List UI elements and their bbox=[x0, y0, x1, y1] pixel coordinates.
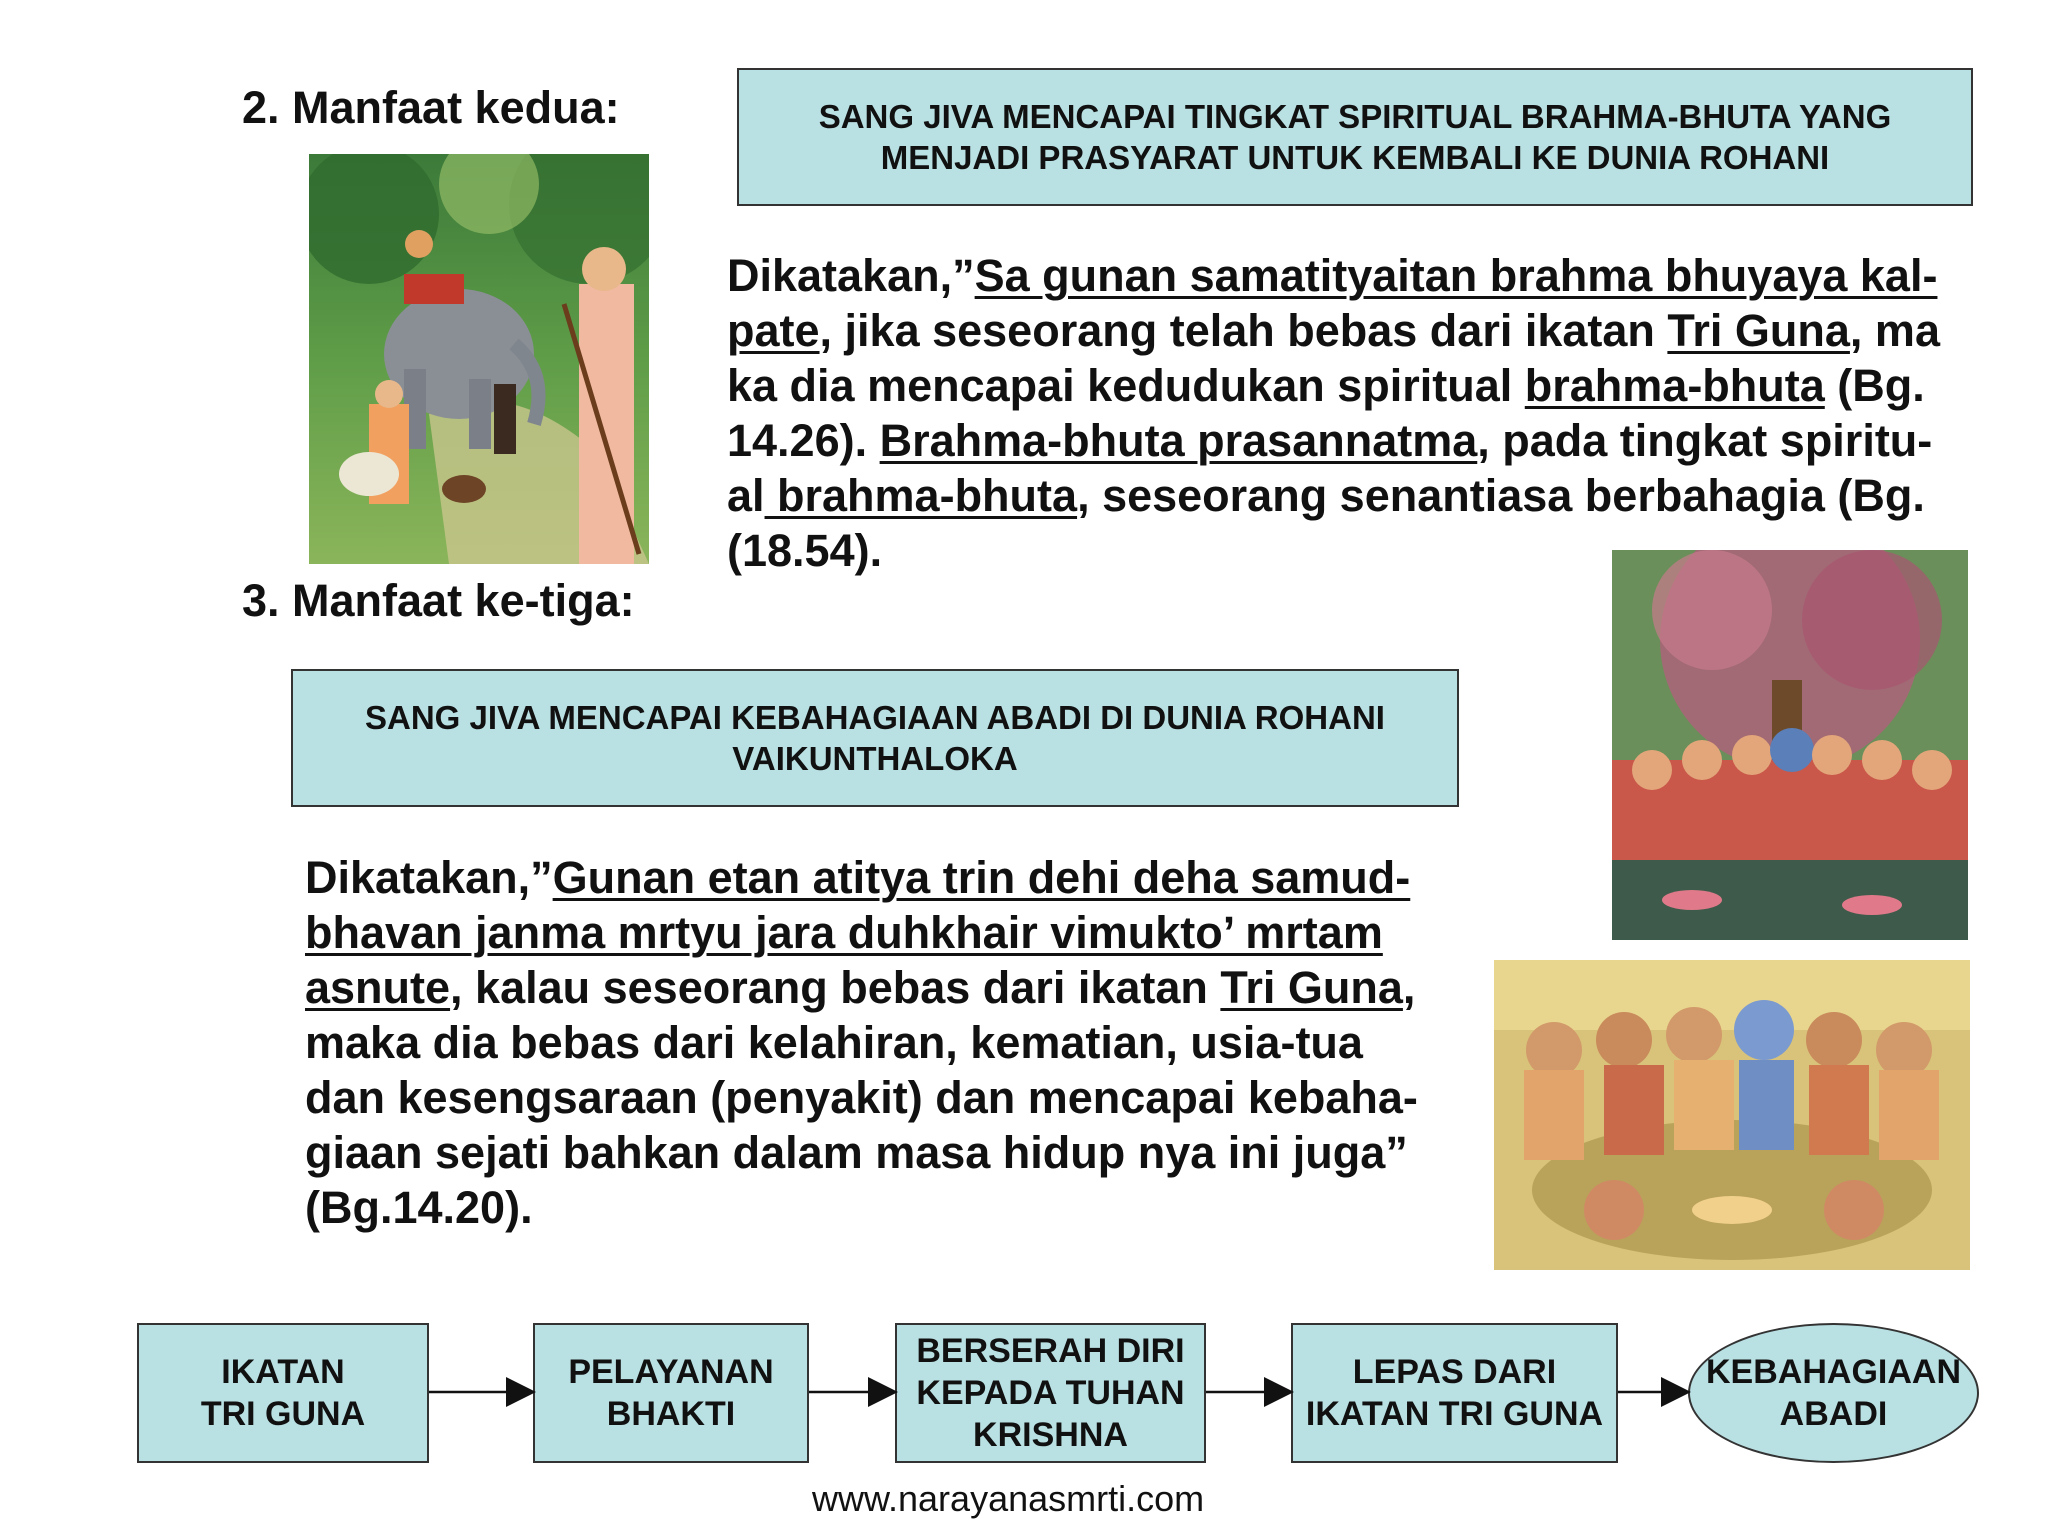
text: al bbox=[727, 470, 765, 521]
flow-label: PELAYANAN bbox=[568, 1353, 774, 1391]
sanskrit-quote: Sa gunan samatityaitan brahma bhuyaya kal- bbox=[974, 250, 1938, 301]
text: dan kesengsaraan (penyakit) dan mencapai kebaha- bbox=[305, 1072, 1418, 1123]
text: Dikatakan,” bbox=[727, 250, 975, 301]
sanskrit-quote: pate bbox=[727, 305, 820, 356]
flow-label: KEPADA TUHAN bbox=[916, 1374, 1185, 1412]
sanskrit-quote: bhavan janma mrtyu jara duhkhair vimukto’ mrtam bbox=[305, 907, 1383, 958]
section3-banner-line1: SANG JIVA MENCAPAI KEBAHAGIAAN ABADI DI DUNIA ROHANI bbox=[365, 699, 1385, 736]
text: , kalau seseorang bebas dari ikatan bbox=[450, 962, 1221, 1013]
text: 14.26). bbox=[727, 415, 880, 466]
section2-heading: 2. Manfaat kedua: bbox=[242, 82, 620, 133]
text: maka dia bebas dari kelahiran, kematian, usia-tua bbox=[305, 1017, 1363, 1068]
text: giaan sejati bahkan dalam masa hidup nya ini juga” bbox=[305, 1127, 1408, 1178]
term: brahma-bhuta bbox=[764, 470, 1078, 521]
text: (Bg.14.20). bbox=[305, 1182, 533, 1233]
flow-label: TRI GUNA bbox=[200, 1395, 366, 1433]
flow-label: LEPAS DARI bbox=[1352, 1353, 1557, 1391]
term: Brahma-bhuta prasannatma bbox=[879, 415, 1478, 466]
text: ka dia mencapai kedudukan spiritual bbox=[727, 360, 1525, 411]
term: brahma-bhuta bbox=[1524, 360, 1825, 411]
flow-label: ABADI bbox=[1779, 1395, 1888, 1433]
section2-banner-line2: MENJADI PRASYARAT UNTUK KEMBALI KE DUNIA ROHANI bbox=[880, 139, 1830, 176]
term: Tri Guna bbox=[1220, 962, 1403, 1013]
text: Dikatakan,” bbox=[305, 852, 553, 903]
section3-banner-line2: VAIKUNTHALOKA bbox=[732, 740, 1018, 777]
sanskrit-quote: asnute bbox=[305, 962, 451, 1013]
flow-label: KRISHNA bbox=[973, 1416, 1128, 1454]
sanskrit-quote: Gunan etan atitya trin dehi deha samud- bbox=[552, 852, 1411, 903]
text: , pada tingkat spiritu- bbox=[1477, 415, 1933, 466]
section2-banner-line1: SANG JIVA MENCAPAI TINGKAT SPIRITUAL BRAHMA-BHUTA YANG bbox=[818, 98, 1892, 135]
flow-label: BHAKTI bbox=[606, 1395, 736, 1433]
flow-label: BERSERAH DIRI bbox=[916, 1332, 1185, 1370]
section3-heading: 3. Manfaat ke-tiga: bbox=[242, 575, 635, 626]
footer-url: www.narayanasmrti.com bbox=[812, 1478, 1205, 1519]
text: , bbox=[1402, 962, 1416, 1013]
text: , jika seseorang telah bebas dari ikatan bbox=[819, 305, 1668, 356]
term: Tri Guna bbox=[1667, 305, 1850, 356]
text: , ma bbox=[1849, 305, 1940, 356]
flow-label: KEBAHAGIAAN bbox=[1706, 1353, 1961, 1391]
text: (18.54). bbox=[727, 525, 883, 576]
text: (Bg. bbox=[1824, 360, 1925, 411]
flow-label: IKATAN bbox=[221, 1353, 345, 1391]
flow-label: IKATAN TRI GUNA bbox=[1305, 1395, 1604, 1433]
text: , seseorang senantiasa berbahagia (Bg. bbox=[1077, 470, 1925, 521]
